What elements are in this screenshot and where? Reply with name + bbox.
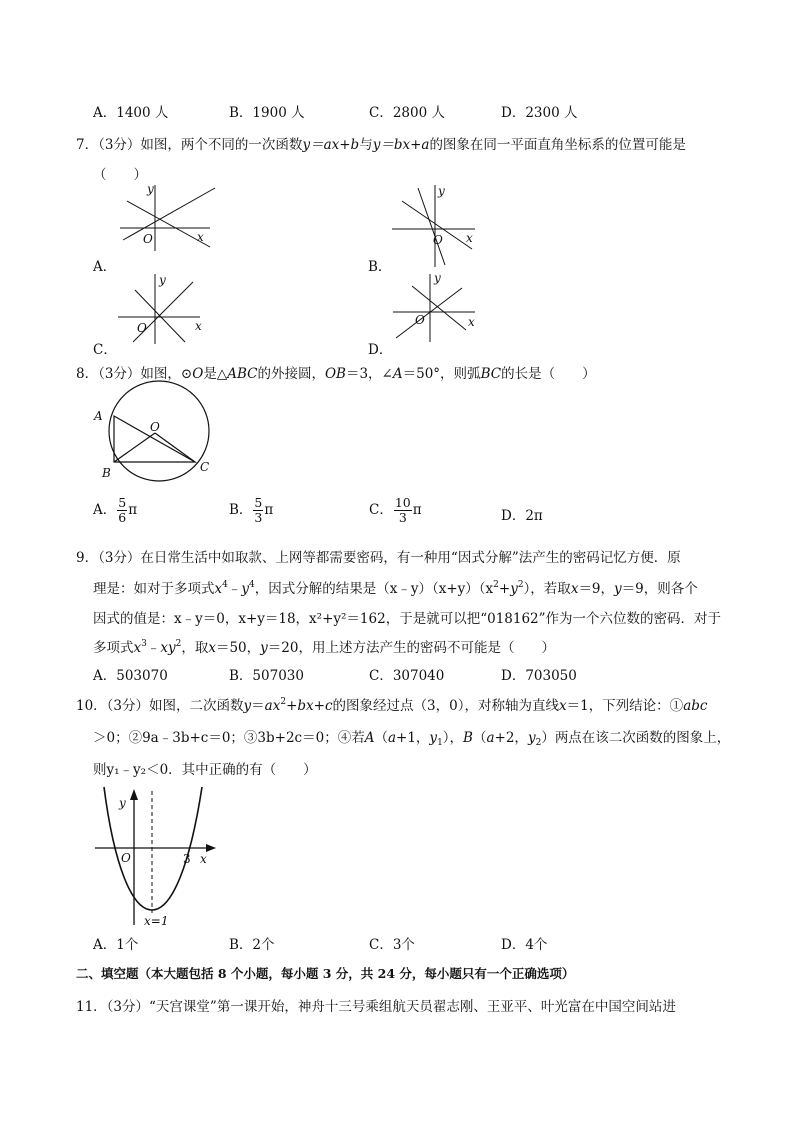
q6-option-a: A．1400 人: [93, 105, 169, 121]
q8-point-o: O: [150, 420, 160, 434]
q9-line-1: 9．（3分）在日常生活中如取款、上网等都需要密码，有一种用“因式分解”法产生的密码记忆方便．原: [76, 550, 681, 566]
q7-stem: [76, 133, 686, 153]
q7-option-a-label: A．: [93, 259, 117, 275]
q8-circle-o: O: [192, 366, 204, 382]
q8-option-b: [229, 496, 273, 525]
q8-option-b-label: B．: [229, 502, 253, 518]
q10-line-1: 10．（3分）如图，二次函数$y=ax^2+bx+c$的图象经过点（3，0），对称轴为直线x＝1，下列结论：①abc: [76, 697, 708, 714]
q7d-y-label: y: [434, 271, 441, 285]
q9-line-2-part3: ），若取: [523, 581, 571, 597]
q8-point-a: A: [94, 409, 103, 423]
q8-triangle-abc: ABC: [227, 366, 258, 382]
q8-option-a: [93, 496, 137, 525]
q10-line-2-part2: 两点在该二次函数的图象上，: [554, 730, 731, 746]
q9-option-d: D．703050: [501, 668, 577, 684]
q8-option-c-fraction: [394, 496, 412, 525]
q8-option-a-label: A．: [93, 502, 117, 518]
q8-ob: OB: [324, 366, 346, 382]
q7-graph-b: [390, 183, 500, 268]
q7a-origin-label: O: [143, 232, 153, 246]
q10-line-2: ＞0；②9a﹣3b+c＝0；③3b+2c＝0；④若A（a+1，$y_1$），B（a+2，$y_2$）两点在该二次函数的图象上，: [93, 730, 731, 748]
q8-option-c-num: 10: [394, 495, 411, 510]
q8-option-d: [501, 504, 543, 524]
q7c-y-label: y: [159, 273, 166, 287]
section-2-title: 二、填空题（本大题包括 8 个小题，每小题 3 分，共 24 分，每小题只有一个正确选项）: [76, 966, 575, 981]
q8-option-c: [369, 496, 422, 525]
q7-graph-a: [115, 183, 225, 253]
q8-stem-part1: 8．（3分）如图，⊙: [76, 366, 193, 382]
q9-option-b: B．507030: [229, 668, 304, 684]
q8-stem-part2: 是△: [203, 366, 228, 382]
q9-line-2-part2: ，因式分解的结果是（x﹣y）（x+y）（x: [254, 581, 494, 597]
q10-option-a: A．1个: [93, 937, 139, 953]
q9-line-4-part2: ，取: [181, 640, 209, 656]
q8-option-b-pi: π: [264, 502, 274, 518]
q8-option-b-fraction: [253, 496, 263, 525]
q8-stem-part3: 的外接圆，: [257, 366, 325, 382]
q10-tick-3: 3: [183, 852, 191, 866]
q10-line-1-part3: ，下列结论：①: [588, 698, 684, 714]
q8-point-c: C: [200, 460, 210, 474]
q7a-y-label: y: [147, 182, 154, 196]
q10-option-c: C．3个: [369, 937, 415, 953]
q7-stem-part1: 7．（3分）如图，两个不同的一次函数: [76, 137, 303, 153]
q6-option-b: B．1900 人: [229, 105, 305, 121]
q8-angle-a: A: [392, 366, 403, 382]
q7-option-d-label: D．: [368, 342, 393, 358]
q7d-origin-label: O: [415, 313, 425, 327]
q7-option-b-label: B．: [368, 259, 392, 275]
q10-origin-label: O: [121, 851, 131, 865]
q8-stem-part4: ＝3，∠: [345, 366, 393, 382]
q8-arc-bc: BC: [480, 366, 502, 382]
q7-graph-d: [390, 270, 500, 345]
q8-circle-figure: [92, 384, 222, 479]
q7-stem-part3: 的图象在同一平面直角坐标系的位置可能是: [429, 137, 686, 153]
q7c-x-label: x: [195, 319, 202, 333]
q7-option-c-label: C．: [93, 342, 117, 358]
q11-stem: 11．（3分）“天宫课堂”第一课开始，神舟十三号乘组航天员翟志刚、王亚平、叶光富在中国空间站进: [76, 999, 676, 1015]
q8-option-c-den: 3: [398, 510, 407, 525]
q9-line-3: 因式的值是：x﹣y＝0，x+y＝18，x²+y²＝162，于是就可以把“018162”作为一个六位数的密码．对于: [93, 611, 722, 627]
q9-line-4-part3: ，用上述方法产生的密码不可能是（ ）: [298, 640, 555, 656]
q7b-origin-label: O: [433, 233, 443, 247]
q7-graph-c: [115, 270, 225, 345]
q8-stem: [76, 362, 596, 382]
q8-option-b-den: 3: [254, 510, 263, 525]
q7a-x-label: x: [197, 230, 204, 244]
q7c-origin-label: O: [137, 321, 147, 335]
q8-option-c-label: C．: [369, 502, 393, 518]
q6-option-d: D．2300 人: [501, 105, 578, 121]
q9-line-2: 理是：如对于多项式$x^4﹣y^4$，因式分解的结果是$(x﹣y)(x+y)(x^2+y^2)$，若取x＝9，y＝9，则各个: [93, 580, 698, 597]
q10-line-1-part1: 10．（3分）如图，二次函数: [76, 698, 244, 714]
q8-point-b: B: [102, 466, 111, 480]
q7-function-1: y＝ax+b: [302, 137, 360, 153]
q10-option-d: D．4个: [501, 937, 548, 953]
q8-stem-part5: ＝50°，则弧: [402, 366, 481, 382]
q10-option-b: B．2个: [229, 937, 275, 953]
q8-option-d-label: D．: [501, 508, 526, 524]
q8-option-d-text: 2π: [525, 508, 543, 524]
q8-option-b-num: 5: [254, 495, 263, 510]
q7b-y-label: y: [438, 184, 445, 198]
q10-y-label: y: [119, 796, 126, 810]
q9-line-4: 多项式$x^3﹣xy^2$，取x＝50，y＝20，用上述方法产生的密码不可能是（ ）: [93, 639, 555, 656]
q7b-x-label: x: [466, 231, 473, 245]
q6-option-c: C．2800 人: [369, 105, 445, 121]
q7-function-2: y＝bx+a: [372, 137, 430, 153]
q8-stem-part6: 的长是（ ）: [501, 366, 596, 382]
q9-line-4-part1: 多项式: [93, 640, 134, 656]
q10-line-1-part2: 的图象经过点（3，0），对称轴为直线: [332, 698, 559, 714]
q8-option-a-pi: π: [128, 502, 138, 518]
q9-line-2-part1: 理是：如对于多项式: [93, 581, 215, 597]
q9-option-a: A．503070: [93, 668, 168, 684]
q8-option-a-den: 6: [118, 510, 127, 525]
q7d-x-label: x: [468, 315, 475, 329]
q10-x-label: x: [200, 852, 207, 866]
q9-line-2-part4: ，则各个: [643, 581, 698, 597]
q8-option-a-fraction: [117, 496, 127, 525]
q8-option-a-num: 5: [118, 495, 127, 510]
q10-line-2-part1: ＞0；②9a﹣3b+c＝0；③3b+2c＝0；④若: [93, 730, 365, 746]
q7-stem-part2: 与: [359, 137, 373, 153]
q9-option-c: C．307040: [369, 668, 445, 684]
q8-option-c-pi: π: [412, 502, 422, 518]
q7-answer-paren: （ ）: [93, 167, 147, 183]
q10-line-3: 则y₁﹣y₂＜0．其中正确的有（ ）: [93, 762, 317, 778]
q10-axis-label: x=1: [144, 914, 169, 928]
q10-parabola-graph: [92, 785, 222, 930]
